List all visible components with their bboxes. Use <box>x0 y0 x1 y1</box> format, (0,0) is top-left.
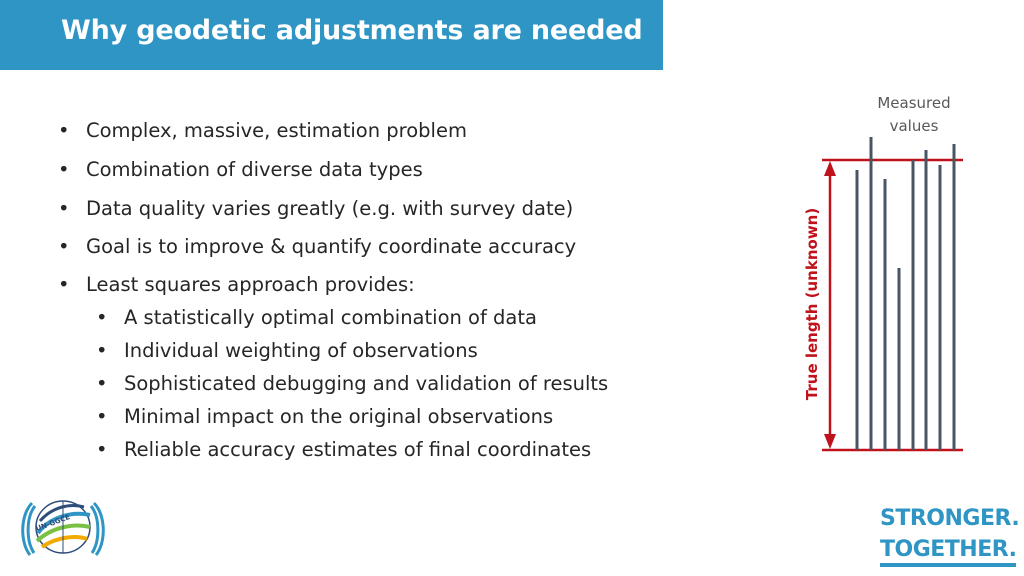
sub-bullet-item: • A statistically optimal combination of data <box>96 306 537 329</box>
sub-bullet-item: • Minimal impact on the original observations <box>96 405 554 428</box>
bullet-dot-icon: • <box>58 273 70 296</box>
bullet-item: • Data quality varies greatly (e.g. with survey date) <box>58 197 574 220</box>
sub-bullet-item: • Individual weighting of observations <box>96 339 478 362</box>
arrow-up-icon <box>824 161 836 176</box>
slide-title: Why geodetic adjustments are needed <box>61 15 643 46</box>
true-length-label: True length (unknown) <box>803 207 821 401</box>
bullet-dot-icon: • <box>96 405 108 428</box>
sub-bullet-item: • Reliable accuracy estimates of final coordinates <box>96 438 592 461</box>
bullet-dot-icon: • <box>58 158 70 181</box>
logo-text: UN-GGCE <box>34 513 72 533</box>
bullet-dot-icon: • <box>96 372 108 395</box>
bullet-item: • Goal is to improve & quantify coordinate accuracy <box>58 235 577 258</box>
un-ggce-logo <box>20 493 106 563</box>
slogan-line-2: TOGETHER. <box>880 537 1016 567</box>
slogan <box>880 503 1019 567</box>
bullet-dot-icon: • <box>58 235 70 258</box>
bullet-dot-icon: • <box>96 438 108 461</box>
bullet-dot-icon: • <box>96 339 108 362</box>
sub-bullet-item: • Sophisticated debugging and validation of results <box>96 372 609 395</box>
arrow-down-icon <box>824 434 836 449</box>
bullet-item: • Combination of diverse data types <box>58 158 423 181</box>
measured-values-label: Measured values <box>877 94 951 135</box>
bullet-dot-icon: • <box>58 119 70 142</box>
bullet-item: • Complex, massive, estimation problem <box>58 119 467 142</box>
slogan-line-1: STRONGER. <box>880 506 1020 531</box>
bullet-dot-icon: • <box>96 306 108 329</box>
bullet-dot-icon: • <box>58 197 70 220</box>
bullet-item: • Least squares approach provides: <box>58 273 415 296</box>
